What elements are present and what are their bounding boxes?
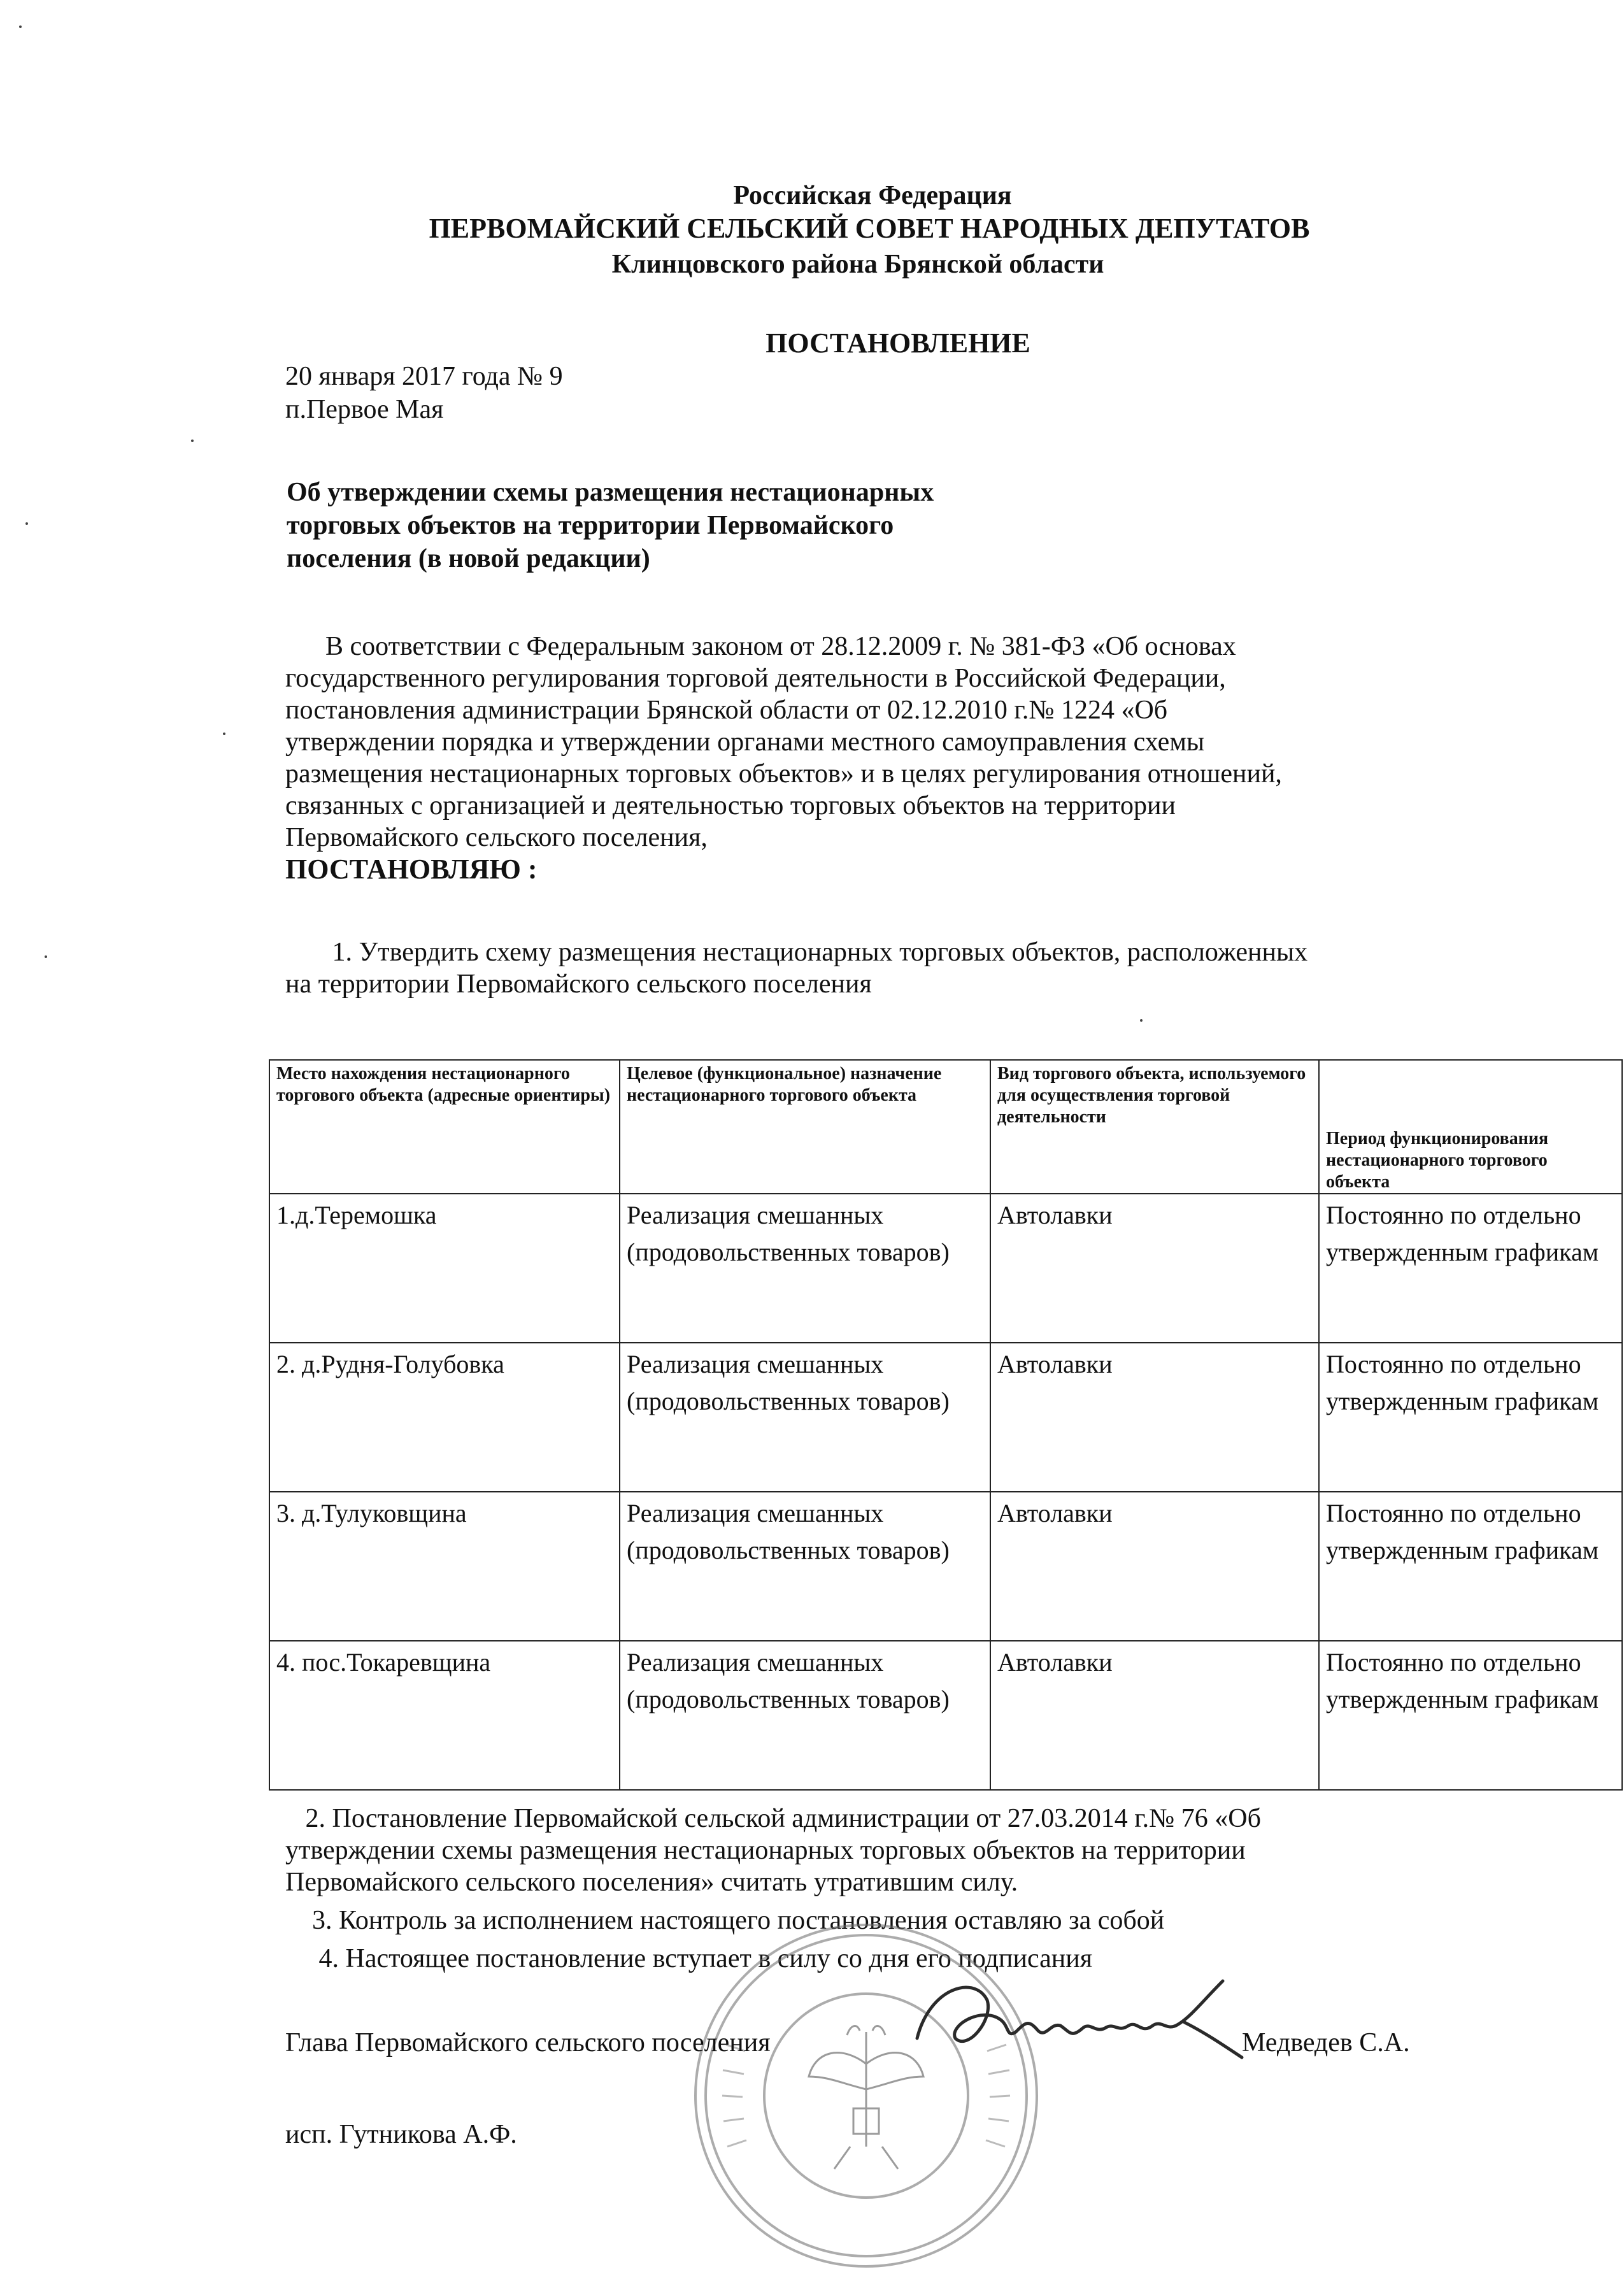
preamble-line-2: государственного регулирования торговой деятельности в Российской Федерации,: [285, 664, 1226, 693]
header-operating-period: Период функционирования нестационарного торгового объекта: [1319, 1060, 1622, 1194]
item-2-line-1: 2. Постановление Первомайской сельской администрации от 27.03.2014 г.№ 76 «Об: [285, 1804, 1261, 1833]
cell-object-kind: Автолавки: [990, 1194, 1319, 1343]
scan-speck: [45, 955, 47, 958]
placement-scheme-table: [269, 1059, 1623, 1791]
cell-operating-period: Постоянно по отдельно утвержденным графикам: [1319, 1641, 1622, 1790]
cell-operating-period: Постоянно по отдельно утвержденным графикам: [1319, 1343, 1622, 1492]
cell-purpose: Реализация смешанных (продовольственных товаров): [620, 1343, 990, 1492]
council-heading: ПЕРВОМАЙСКИЙ СЕЛЬСКИЙ СОВЕТ НАРОДНЫХ ДЕПУТАТОВ: [429, 213, 1310, 244]
cell-operating-period: Постоянно по отдельно утвержденным графикам: [1319, 1194, 1622, 1343]
scan-speck: [25, 522, 28, 525]
item-2-line-3: Первомайского сельского поселения» считать утратившим силу.: [285, 1868, 1018, 1897]
header-object-kind: Вид торгового объекта, используемого для осуществления торговой деятельности: [990, 1060, 1319, 1194]
cell-purpose: Реализация смешанных (продовольственных товаров): [620, 1641, 990, 1790]
signatory-position: Глава Первомайского сельского поселения: [285, 2028, 771, 2057]
cell-purpose: Реализация смешанных (продовольственных товаров): [620, 1492, 990, 1641]
executor-name: исп. Гутникова А.Ф.: [285, 2120, 517, 2149]
cell-operating-period: Постоянно по отдельно утвержденным графикам: [1319, 1492, 1622, 1641]
cell-location: 3. д.Тулуковщина: [269, 1492, 620, 1641]
item-4: 4. Настоящее постановление вступает в силу со дня его подписания: [285, 1944, 1093, 1973]
cell-object-kind: Автолавки: [990, 1641, 1319, 1790]
signatory-name: Медведев С.А.: [1242, 2028, 1410, 2057]
table-row: [269, 1641, 1622, 1790]
preamble-line-1: В соответствии с Федеральным законом от 28.12.2009 г. № 381-ФЗ «Об основах: [285, 632, 1236, 661]
item-1-line-1: 1. Утвердить схему размещения нестационарных торговых объектов, расположенных: [285, 938, 1308, 967]
cell-object-kind: Автолавки: [990, 1343, 1319, 1492]
header-location: Место нахождения нестационарного торгового объекта (адресные ориентиры): [269, 1060, 620, 1194]
cell-location: 2. д.Рудня-Голубовка: [269, 1343, 620, 1492]
cell-location: 1.д.Теремошка: [269, 1194, 620, 1343]
item-3: 3. Контроль за исполнением настоящего постановления оставляю за собой: [285, 1906, 1165, 1935]
preamble-line-6: связанных с организацией и деятельностью торговых объектов на территории: [285, 791, 1176, 820]
place-name: п.Первое Мая: [285, 395, 444, 424]
cell-object-kind: Автолавки: [990, 1492, 1319, 1641]
table-row: [269, 1194, 1622, 1343]
preamble-line-5: размещения нестационарных торговых объектов» и в целях регулирования отношений,: [285, 759, 1282, 789]
preamble-line-3: постановления администрации Брянской области от 02.12.2010 г.№ 1224 «Об: [285, 696, 1168, 725]
cell-location: 4. пос.Токаревщина: [269, 1641, 620, 1790]
document-type-heading: ПОСТАНОВЛЕНИЕ: [766, 327, 1030, 359]
subject-line-1: Об утверждении схемы размещения нестационарных: [287, 478, 934, 507]
handwritten-signature: [904, 1962, 1248, 2077]
scan-speck: [191, 440, 194, 442]
header-purpose: Целевое (функциональное) назначение нестационарного торгового объекта: [620, 1060, 990, 1194]
decree-word: ПОСТАНОВЛЯЮ :: [285, 854, 538, 885]
scan-speck: [223, 733, 225, 735]
preamble-line-7: Первомайского сельского поселения,: [285, 823, 708, 852]
table-row: [269, 1343, 1622, 1492]
scan-speck: [1140, 1019, 1143, 1022]
region-heading: Клинцовского района Брянской области: [611, 250, 1104, 279]
preamble-line-4: утверждении порядка и утверждении органами местного самоуправления схемы: [285, 727, 1205, 757]
item-2-line-2: утверждении схемы размещения нестационарных торговых объектов на территории: [285, 1836, 1246, 1865]
cell-purpose: Реализация смешанных (продовольственных товаров): [620, 1194, 990, 1343]
subject-line-3: поселения (в новой редакции): [287, 544, 650, 573]
subject-line-2: торговых объектов на территории Первомайского: [287, 511, 894, 540]
scan-speck: [19, 25, 22, 28]
date-number: 20 января 2017 года № 9: [285, 362, 563, 391]
table-row: [269, 1492, 1622, 1641]
item-1-line-2: на территории Первомайского сельского поселения: [285, 969, 872, 999]
country-heading: Российская Федерация: [733, 181, 1012, 210]
table-header-row: [269, 1060, 1622, 1194]
